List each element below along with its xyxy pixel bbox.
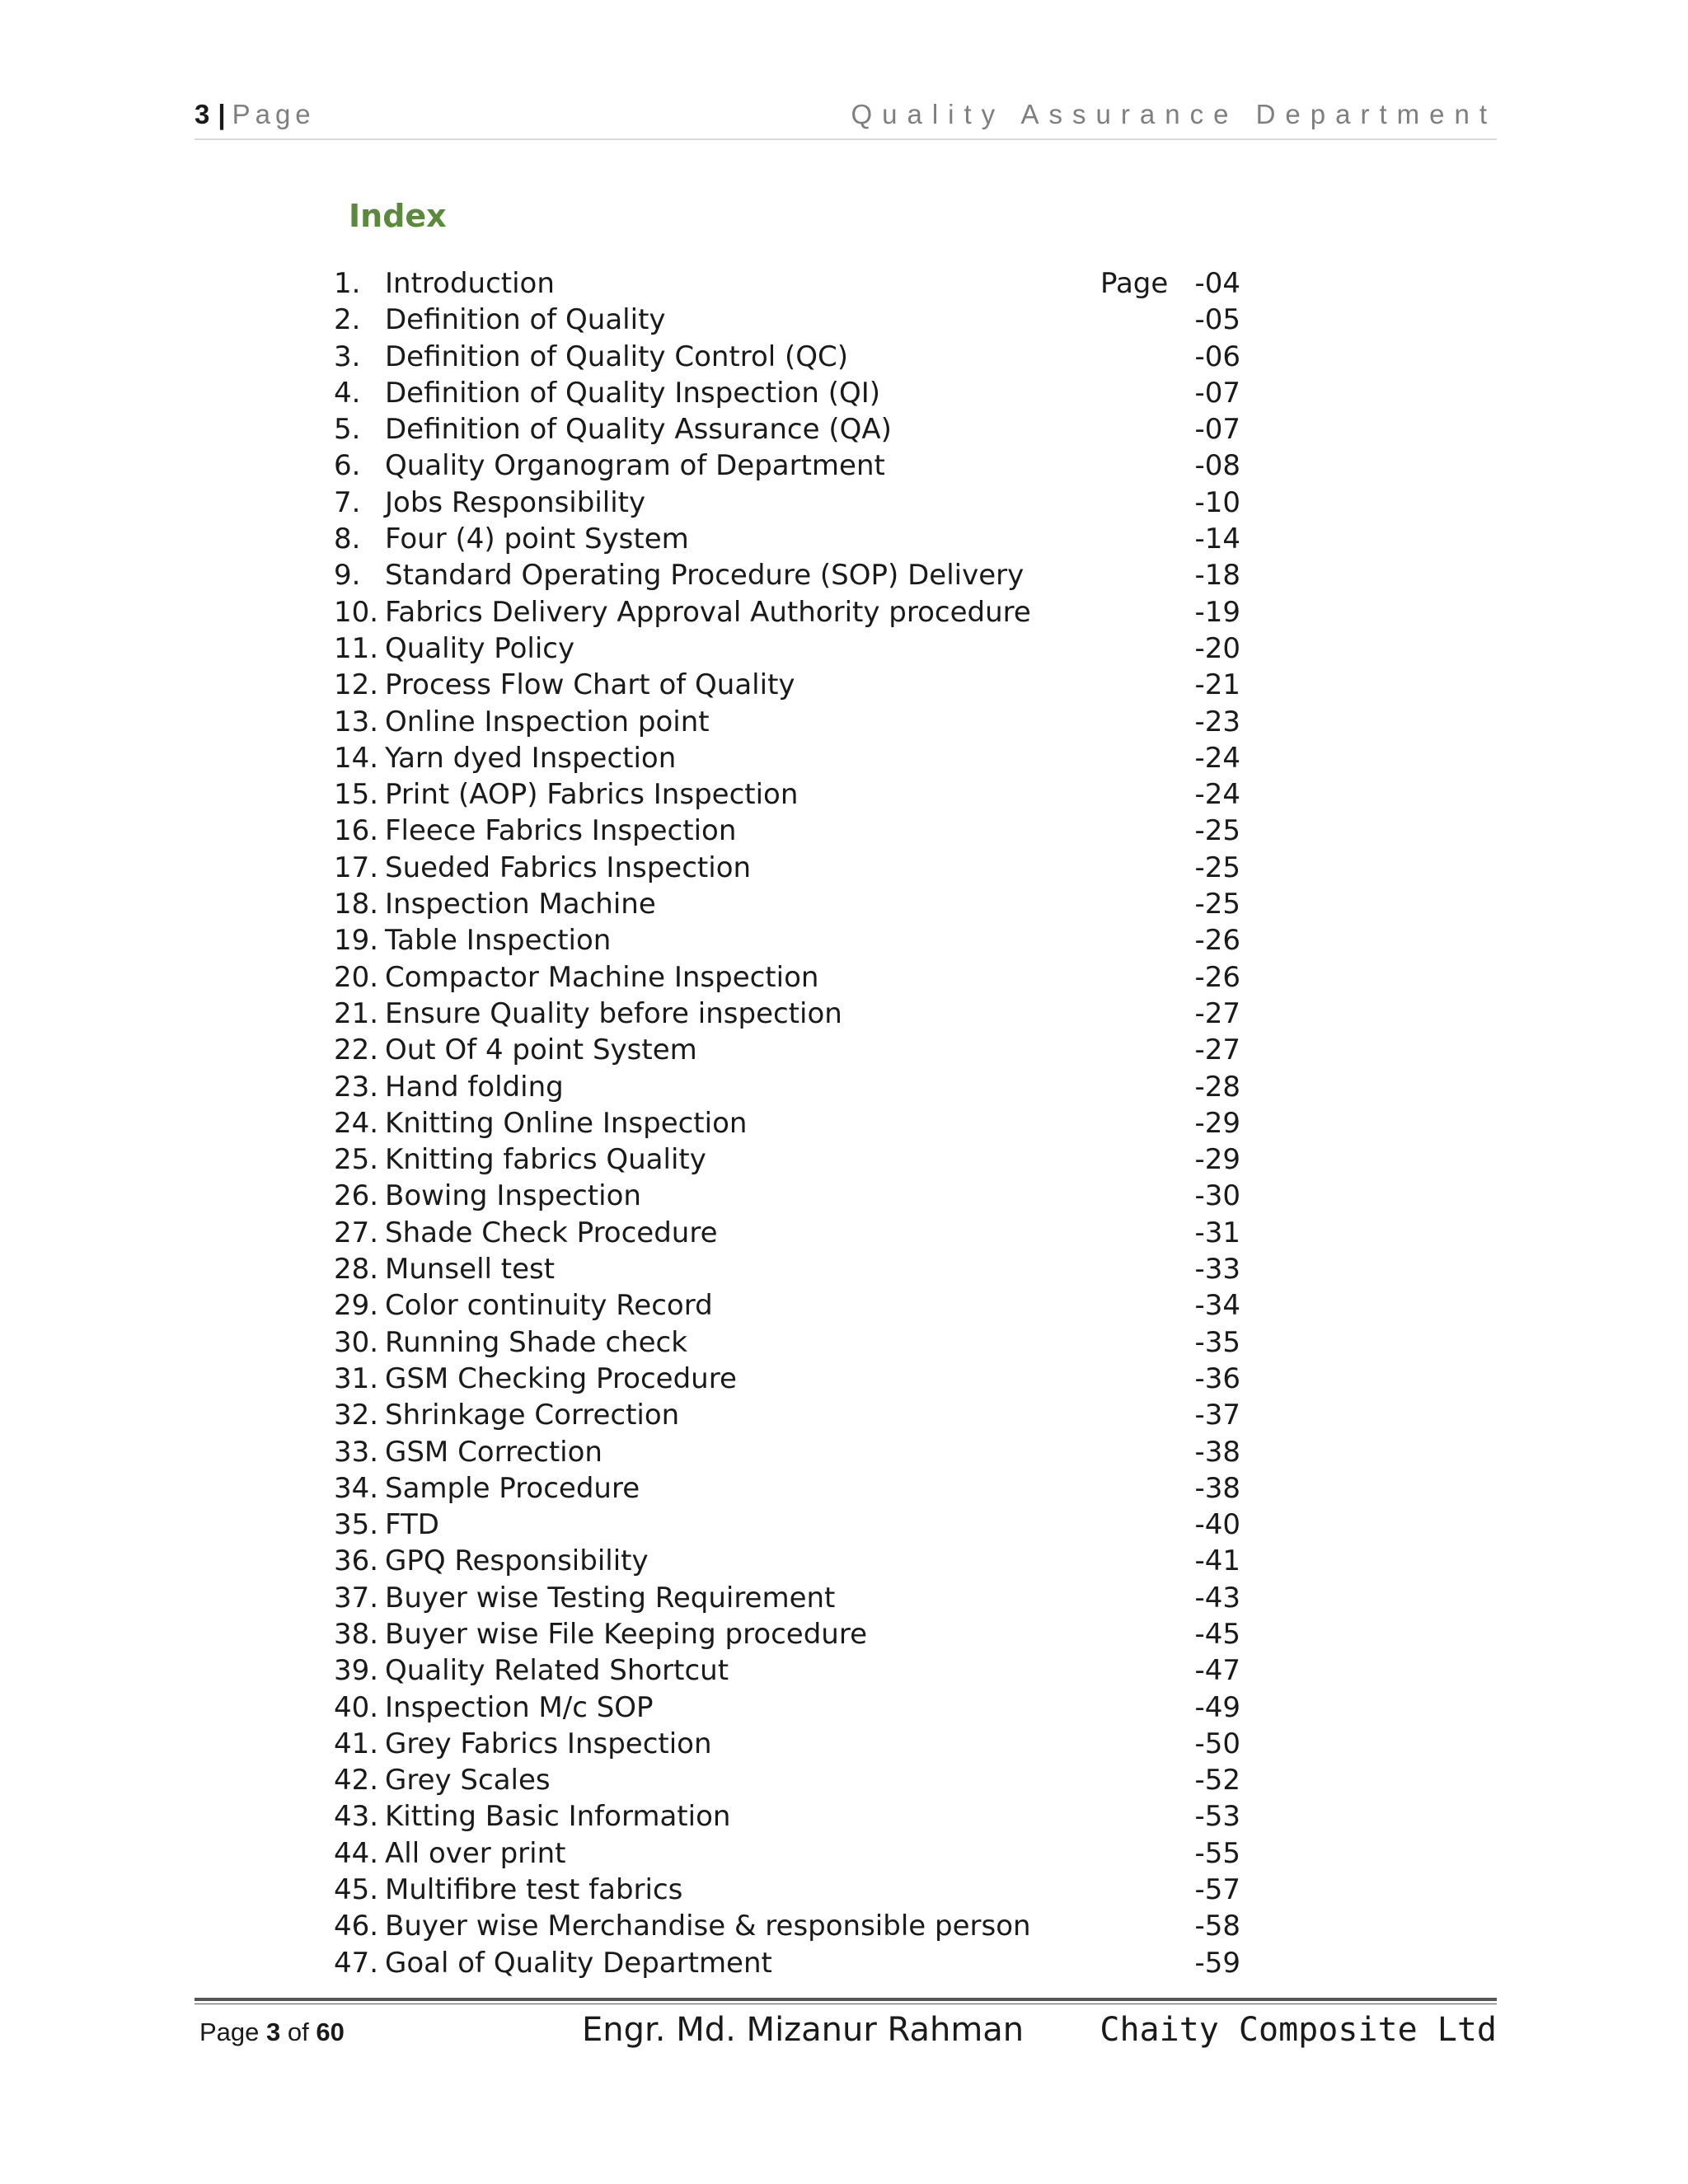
index-entry <box>334 850 1240 886</box>
index-entry-number: 36. <box>334 1544 379 1578</box>
index-entry <box>334 1872 1240 1908</box>
index-entry <box>334 1726 1240 1762</box>
index-entry-title: Four (4) point System <box>385 523 689 556</box>
index-entry-page: -52 <box>1194 1764 1240 1797</box>
index-entry <box>334 1616 1240 1652</box>
index-entry <box>334 996 1240 1032</box>
index-entry-number: 44. <box>334 1836 379 1870</box>
index-entry <box>334 375 1240 411</box>
index-entry-number: 30. <box>334 1325 379 1359</box>
index-entry <box>334 1798 1240 1835</box>
index-entry-number: 39. <box>334 1654 379 1688</box>
index-entry-title: Inspection Machine <box>385 888 656 921</box>
index-entry-title: Definition of Quality Control (QC) <box>385 340 849 373</box>
index-entry-page: -25 <box>1194 888 1240 921</box>
index-entry <box>334 630 1240 667</box>
index-entry-number: 18. <box>334 888 379 921</box>
index-entry-number: 29. <box>334 1289 379 1323</box>
index-entry <box>334 813 1240 849</box>
index-entry-title: GPQ Responsibility <box>385 1544 649 1578</box>
footer-page-word: Page <box>199 2018 260 2046</box>
index-entry <box>334 339 1240 375</box>
index-entry <box>334 1690 1240 1726</box>
index-entry-number: 27. <box>334 1216 379 1249</box>
index-entry <box>334 1178 1240 1214</box>
index-entry-title: GSM Checking Procedure <box>385 1361 737 1395</box>
index-entry-title: Definition of Quality Inspection (QI) <box>385 376 881 410</box>
index-entry-number: 34. <box>334 1471 379 1505</box>
index-entry-number: 25. <box>334 1143 379 1177</box>
index-entry-number: 10. <box>334 595 379 629</box>
index-entry-page: -23 <box>1194 705 1240 738</box>
index-entry-number: 11. <box>334 631 379 665</box>
index-entry-number: 24. <box>334 1106 379 1140</box>
index-entry-title: Goal of Quality Department <box>385 1946 772 1980</box>
index-entry-page: -28 <box>1194 1070 1240 1104</box>
index-entry-page: -36 <box>1194 1361 1240 1395</box>
index-entry-number: 9. <box>334 559 361 593</box>
index-entry-page: -20 <box>1194 631 1240 665</box>
index-entry-number: 5. <box>334 413 361 447</box>
index-entry-number: 7. <box>334 485 361 519</box>
index-entry-page: -29 <box>1194 1106 1240 1140</box>
index-entry-page: -43 <box>1194 1581 1240 1615</box>
index-entry-page: -35 <box>1194 1325 1240 1359</box>
index-entry <box>334 740 1240 776</box>
header-department: Quality Assurance Department <box>851 99 1497 129</box>
index-entry-title: Buyer wise Merchandise & responsible person <box>385 1910 1031 1943</box>
footer-author: Engr. Md. Mizanur Rahman <box>582 2011 1025 2049</box>
index-entry-title: Buyer wise File Keeping procedure <box>385 1617 868 1651</box>
index-entry <box>334 594 1240 630</box>
index-entry-title: Hand folding <box>385 1070 564 1104</box>
index-entry-title: Munsell test <box>385 1253 556 1286</box>
index-entry-page: -27 <box>1194 1033 1240 1067</box>
footer-page-counter <box>199 2018 345 2047</box>
index-entry-title: Process Flow Chart of Quality <box>385 668 795 702</box>
index-entry-number: 8. <box>334 523 361 556</box>
index-entry-title: Compactor Machine Inspection <box>385 960 819 994</box>
index-title: Index <box>349 198 447 234</box>
index-entry-number: 23. <box>334 1070 379 1104</box>
index-entry-title: Standard Operating Procedure (SOP) Delivery <box>385 559 1025 593</box>
index-entry-page: -24 <box>1194 741 1240 775</box>
header-page-indicator <box>195 99 316 130</box>
index-entry <box>334 1361 1240 1397</box>
index-entry-page: -59 <box>1194 1946 1240 1980</box>
index-entry <box>334 448 1240 484</box>
index-entry-page: -38 <box>1194 1435 1240 1469</box>
index-entry-number: 26. <box>334 1179 379 1213</box>
index-entry-page: -41 <box>1194 1544 1240 1578</box>
index-entry-title: Definition of Quality Assurance (QA) <box>385 413 892 447</box>
footer-current-page: 3 <box>266 2018 281 2046</box>
index-entry-title: Buyer wise Testing Requirement <box>385 1581 836 1615</box>
index-entry-title: Grey Scales <box>385 1764 551 1797</box>
index-entry-title: GSM Correction <box>385 1435 603 1469</box>
index-entry-page: -18 <box>1194 559 1240 593</box>
index-entry-number: 2. <box>334 303 361 337</box>
index-entry-title: Quality Policy <box>385 631 575 665</box>
index-entry <box>334 1652 1240 1689</box>
index-entry-number: 42. <box>334 1764 379 1797</box>
index-entry-title: Sueded Fabrics Inspection <box>385 851 752 884</box>
index-entry <box>334 922 1240 958</box>
index-entry-number: 31. <box>334 1361 379 1395</box>
index-entry-title: Out Of 4 point System <box>385 1033 697 1067</box>
index-entry-page: -31 <box>1194 1216 1240 1249</box>
index-entry <box>334 1251 1240 1287</box>
index-entry-title: Shrinkage Correction <box>385 1399 680 1432</box>
index-entry-page: -30 <box>1194 1179 1240 1213</box>
index-entry-number: 37. <box>334 1581 379 1615</box>
index-entry-page: -08 <box>1194 449 1240 483</box>
index-entry-page: -19 <box>1194 595 1240 629</box>
index-entry <box>334 886 1240 922</box>
index-entry <box>334 485 1240 521</box>
index-entry-number: 28. <box>334 1253 379 1286</box>
index-entry-number: 20. <box>334 960 379 994</box>
index-entry <box>334 557 1240 593</box>
footer-of-word: of <box>287 2018 309 2046</box>
index-entry <box>334 1762 1240 1798</box>
index-entry-title: Online Inspection point <box>385 705 710 738</box>
index-entry <box>334 1470 1240 1507</box>
index-entry-page: -25 <box>1194 814 1240 848</box>
index-entry-title: Running Shade check <box>385 1325 687 1359</box>
index-entry-page: -04 <box>1194 267 1240 300</box>
index-entry-title: Fleece Fabrics Inspection <box>385 814 737 848</box>
index-entry-number: 3. <box>334 340 361 373</box>
index-entry <box>334 265 1240 302</box>
index-entry-number: 17. <box>334 851 379 884</box>
index-entry-title: Sample Procedure <box>385 1471 640 1505</box>
index-entry-page: -53 <box>1194 1800 1240 1834</box>
index-entry-number: 47. <box>334 1946 379 1980</box>
index-entry-number: 35. <box>334 1508 379 1542</box>
index-entry-title: Quality Related Shortcut <box>385 1654 729 1688</box>
index-entry-page: -24 <box>1194 778 1240 812</box>
index-entry-title: Jobs Responsibility <box>385 485 646 519</box>
index-entry <box>334 1397 1240 1433</box>
index-entry <box>334 667 1240 703</box>
index-entry-title: Knitting fabrics Quality <box>385 1143 706 1177</box>
index-entry-number: 4. <box>334 376 361 410</box>
index-entry-page: -21 <box>1194 668 1240 702</box>
header-page-word: Page <box>232 99 316 129</box>
index-entry <box>334 776 1240 813</box>
index-entry-number: 21. <box>334 996 379 1030</box>
index-entry-number: 22. <box>334 1033 379 1067</box>
index-list <box>334 265 1240 1981</box>
footer-total-pages: 60 <box>316 2018 345 2046</box>
index-entry <box>334 1069 1240 1105</box>
index-entry-title: Ensure Quality before inspection <box>385 996 842 1030</box>
index-entry-number: 43. <box>334 1800 379 1834</box>
index-entry <box>334 1507 1240 1543</box>
index-entry-number: 40. <box>334 1690 379 1724</box>
index-entry-page: -40 <box>1194 1508 1240 1542</box>
index-entry-title: Grey Fabrics Inspection <box>385 1727 712 1760</box>
index-entry-title: Multifibre test fabrics <box>385 1873 683 1907</box>
index-entry-page: -57 <box>1194 1873 1240 1907</box>
index-entry-page: -06 <box>1194 340 1240 373</box>
index-entry-title: FTD <box>385 1508 439 1542</box>
index-entry-page: -37 <box>1194 1399 1240 1432</box>
index-entry <box>334 704 1240 740</box>
index-entry-title: Table Inspection <box>385 924 612 958</box>
index-entry-page: -14 <box>1194 523 1240 556</box>
index-entry <box>334 1141 1240 1178</box>
index-entry-number: 38. <box>334 1617 379 1651</box>
index-entry-title: Quality Organogram of Department <box>385 449 885 483</box>
index-entry-title: Yarn dyed Inspection <box>385 741 677 775</box>
index-entry-number: 1. <box>334 267 361 300</box>
page-header <box>195 99 1497 140</box>
index-entry-page: -34 <box>1194 1289 1240 1323</box>
index-entry-title: Introduction <box>385 267 555 300</box>
index-entry-page: -26 <box>1194 924 1240 958</box>
index-entry-number: 19. <box>334 924 379 958</box>
index-entry-number: 12. <box>334 668 379 702</box>
index-entry <box>334 1105 1240 1141</box>
index-entry-number: 6. <box>334 449 361 483</box>
index-entry-page: -25 <box>1194 851 1240 884</box>
index-entry-title: Fabrics Delivery Approval Authority procedure <box>385 595 1031 629</box>
index-entry <box>334 1434 1240 1470</box>
index-page-label: Page <box>1100 267 1169 300</box>
footer-divider <box>195 1998 1497 2001</box>
index-entry-number: 15. <box>334 778 379 812</box>
index-entry <box>334 1215 1240 1251</box>
index-entry-number: 32. <box>334 1399 379 1432</box>
index-entry-number: 46. <box>334 1910 379 1943</box>
index-entry-number: 33. <box>334 1435 379 1469</box>
index-entry-page: -50 <box>1194 1727 1240 1760</box>
header-page-number: 3 <box>195 99 210 129</box>
index-entry-page: -27 <box>1194 996 1240 1030</box>
index-entry-title: Bowing Inspection <box>385 1179 641 1213</box>
index-entry-title: Inspection M/c SOP <box>385 1690 654 1724</box>
index-entry <box>334 411 1240 448</box>
index-entry <box>334 1032 1240 1068</box>
index-entry <box>334 1543 1240 1579</box>
index-entry-page: -26 <box>1194 960 1240 994</box>
index-entry-title: Shade Check Procedure <box>385 1216 718 1249</box>
index-entry-title: Color continuity Record <box>385 1289 713 1323</box>
index-entry <box>334 1324 1240 1361</box>
header-separator: | <box>218 99 226 129</box>
index-entry-page: -45 <box>1194 1617 1240 1651</box>
index-entry-title: Kitting Basic Information <box>385 1800 731 1834</box>
index-entry-page: -33 <box>1194 1253 1240 1286</box>
index-entry-page: -49 <box>1194 1690 1240 1724</box>
index-entry <box>334 521 1240 557</box>
index-entry-number: 45. <box>334 1873 379 1907</box>
index-entry-title: Print (AOP) Fabrics Inspection <box>385 778 799 812</box>
index-entry-page: -07 <box>1194 376 1240 410</box>
index-entry <box>334 1287 1240 1324</box>
index-entry-number: 16. <box>334 814 379 848</box>
index-entry-page: -07 <box>1194 413 1240 447</box>
index-entry <box>334 1945 1240 1981</box>
index-entry-page: -55 <box>1194 1836 1240 1870</box>
index-entry-number: 13. <box>334 705 379 738</box>
index-entry-number: 41. <box>334 1727 379 1760</box>
index-entry-title: Knitting Online Inspection <box>385 1106 748 1140</box>
footer-company: Chaity Composite Ltd <box>1100 2011 1497 2049</box>
index-entry <box>334 302 1240 338</box>
index-entry-title: Definition of Quality <box>385 303 666 337</box>
index-entry-number: 14. <box>334 741 379 775</box>
index-entry-page: -10 <box>1194 485 1240 519</box>
index-entry <box>334 1835 1240 1872</box>
index-entry-page: -58 <box>1194 1910 1240 1943</box>
index-entry-page: -47 <box>1194 1654 1240 1688</box>
index-entry-page: -05 <box>1194 303 1240 337</box>
index-entry-page: -38 <box>1194 1471 1240 1505</box>
index-entry-title: All over print <box>385 1836 566 1870</box>
index-entry <box>334 959 1240 996</box>
index-entry <box>334 1580 1240 1616</box>
index-entry <box>334 1908 1240 1944</box>
index-entry-page: -29 <box>1194 1143 1240 1177</box>
